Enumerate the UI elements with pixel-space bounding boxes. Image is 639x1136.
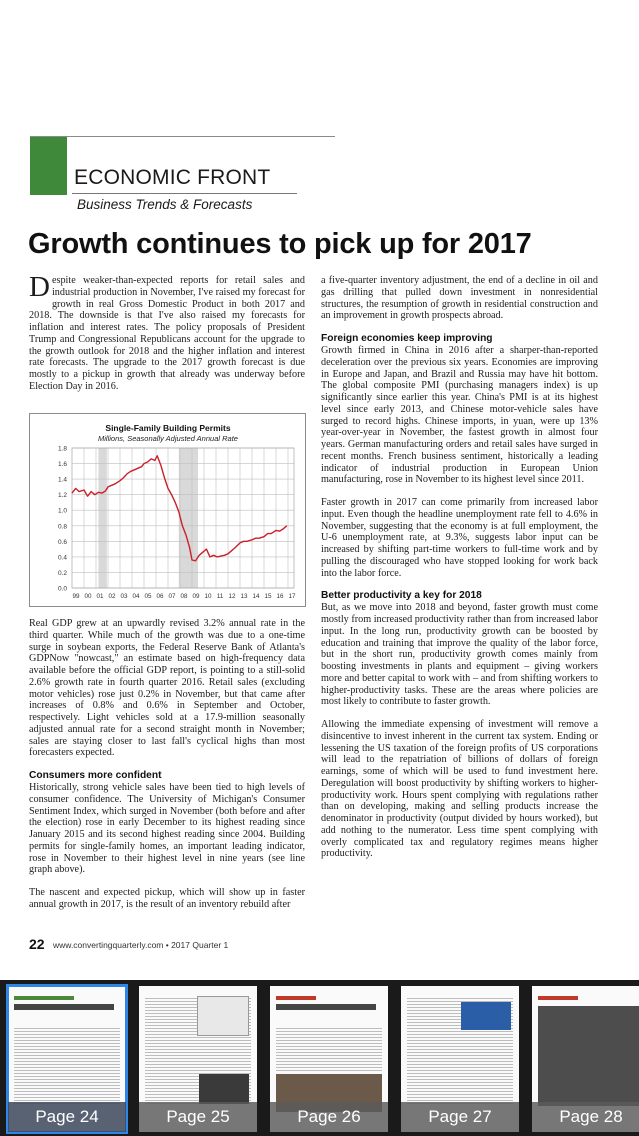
header-rule-top	[30, 136, 335, 137]
x-tick-label: 14	[252, 593, 260, 600]
thumb-logo	[461, 1002, 511, 1030]
section-subtitle: Business Trends & Forecasts	[77, 197, 253, 212]
data-point	[255, 538, 256, 539]
recession-band	[179, 448, 198, 588]
y-tick-label: 1.6	[57, 461, 67, 469]
x-tick-label: 99	[72, 593, 80, 600]
labor-paragraph: Faster growth in 2017 can come primarily from increased labor input. Even though the headline unemployment rate fell to 4.6% in November, suggesting that the economy is at full employment, the U-6 unemployment rate, at 9.3%, suggests labor input can be increased by shifting part-time workers to full-time work and by pulling the discouraged who have stopped looking for work back into the labor force.	[321, 497, 598, 579]
y-tick-label: 1.8	[57, 445, 67, 453]
data-point	[87, 496, 88, 497]
thumbnail-label: Page 26	[270, 1102, 388, 1132]
thumb-chart	[197, 996, 249, 1036]
data-point	[240, 543, 241, 544]
header-rule	[72, 193, 297, 194]
x-tick-label: 07	[168, 593, 176, 600]
data-point	[111, 485, 112, 486]
data-point	[105, 490, 106, 491]
x-tick-label: 16	[276, 593, 284, 600]
data-point	[228, 553, 229, 554]
data-point	[134, 469, 135, 470]
data-point	[221, 556, 222, 557]
drop-cap: D	[29, 271, 50, 303]
thumb-section-bar	[276, 996, 316, 1000]
building-permits-chart	[29, 413, 306, 607]
thumbnail-label: Page 28	[532, 1102, 639, 1132]
data-point	[131, 471, 132, 472]
page-thumbnail-26[interactable]	[270, 986, 388, 1132]
data-point	[279, 531, 280, 532]
thumb-headline	[276, 1004, 376, 1010]
data-point	[213, 555, 214, 556]
x-tick-label: 03	[120, 593, 128, 600]
consumers-paragraph: Historically, strong vehicle sales have been tied to high levels of consumer confidence. The University of Michigan's Consumer Sentiment Index, which surged in November (both before and after the election) rose in early December to its highest reading since January 2015 and its second highest reading since 2004. Building permits for single-family homes, an important leading indicator, rose in November to their highest level in nine years (see line graph above).	[29, 782, 305, 876]
data-point	[199, 555, 200, 556]
data-point	[155, 460, 156, 461]
y-tick-label: 1.4	[57, 476, 67, 484]
page-thumbnail-27[interactable]	[401, 986, 519, 1132]
data-point	[157, 455, 158, 456]
x-tick-label: 09	[192, 593, 200, 600]
x-tick-label: 12	[228, 593, 236, 600]
thumb-photo	[199, 1074, 249, 1104]
page-thumbnail-25[interactable]	[139, 986, 257, 1132]
x-tick-label: 13	[240, 593, 248, 600]
data-point	[75, 488, 76, 489]
section-color-block	[30, 137, 67, 195]
intro-paragraph	[29, 271, 305, 393]
data-point	[138, 468, 139, 469]
data-point	[171, 494, 172, 495]
thumbnail-label: Page 27	[401, 1102, 519, 1132]
data-point	[283, 529, 284, 530]
x-tick-label: 06	[156, 593, 164, 600]
recession-band	[98, 448, 106, 588]
x-tick-label: 15	[264, 593, 272, 600]
x-tick-label: 17	[288, 593, 296, 600]
data-point	[252, 539, 253, 540]
x-tick-label: 01	[96, 593, 104, 600]
y-axis-ticks	[58, 446, 67, 593]
data-point	[264, 536, 265, 537]
y-tick-label: 0.8	[57, 523, 67, 531]
consumers-heading: Consumers more confident	[29, 770, 162, 781]
thumb-photo	[538, 1006, 639, 1106]
data-point	[161, 465, 162, 466]
data-point	[102, 493, 103, 494]
data-point	[179, 511, 180, 512]
foreign-paragraph: Growth firmed in China in 2016 after a sharper-than-reported deceleration over the previous six years. Economies are improving in Europe and Japan, and Brazil and Russia may have hit bottom. The global composite PMI (purchasing managers index) is up significantly since earlier this year. China's PMI is at its highest level since early 2013, and Chinese motor-vehicle sales have surged to record highs. Chinese imports, in yuan, were up 13% year-over-year in November, the fastest growth in almost four years. German manufacturing orders and retail sales have surged in recent months. French business sentiment, historically a leading indicator of industrial production in European Union manufacturing, rose in November to its highest level since 2011.	[321, 345, 598, 486]
data-point	[168, 488, 169, 489]
thumb-text-lines	[276, 1026, 382, 1072]
data-point	[144, 463, 145, 464]
x-tick-label: 00	[84, 593, 92, 600]
x-tick-label: 02	[108, 593, 116, 600]
data-point	[231, 550, 232, 551]
data-point	[91, 491, 92, 492]
data-point	[186, 535, 187, 536]
thumb-section-bar	[14, 996, 74, 1000]
y-tick-label: 0.4	[57, 554, 67, 562]
chart-title: Single-Family Building Permits	[105, 423, 231, 433]
recession-bands	[98, 448, 198, 588]
data-point	[276, 530, 277, 531]
data-point	[195, 560, 196, 561]
data-point	[224, 555, 225, 556]
article-column-left-top	[29, 271, 305, 404]
data-point	[287, 525, 288, 526]
article-headline: Growth continues to pick up for 2017	[28, 228, 532, 260]
data-point	[141, 466, 142, 467]
article-column-left-bottom	[29, 618, 305, 922]
data-point	[182, 525, 183, 526]
data-point	[243, 541, 244, 542]
data-point	[115, 483, 116, 484]
article-column-right	[321, 275, 598, 871]
intro-text: espite weaker-than-expected reports for retail sales and industrial production in November, I've raised my forecast for growth in real Gross Domestic Product in both 2017 and 2018. The downside is that I've also raised my forecasts for inflation and interest rates. The policy proposals of President Trump and Congressional Republicans account for the upgrade to the growth outlook for 2018 and the higher inflation and interest rate forecasts. The upgrade to the 2017 growth forecast is due mostly to a pickup in growth that already was underway before Election Day in 2016.	[29, 275, 305, 392]
data-point	[95, 494, 96, 495]
productivity-paragraph: But, as we move into 2018 and beyond, faster growth must come mostly from increased productivity rather than from increased labor input. In the long run, productivity growth can be boosted by education and training that improve the quality of the labor force, but in the short run, productivity growth comes mainly from boosting investments in plants and equipment – giving workers more and better capital to work with – and from shifting workers to higher-productivity tasks. These are the areas where policies are most likely to contribute to faster growth.	[321, 602, 598, 708]
data-point	[206, 549, 207, 550]
thumbnail-label: Page 24	[8, 1102, 126, 1132]
expensing-paragraph: Allowing the immediate expensing of investment will remove a disincentive to invest inherent in the current tax system. Ending or lessening the US taxation of the foreign profits of US corporations will lead to the repatriation of billions of dollars of foreign earnings, some of which will be used to fund investment here. Deregulation will boost productivity by shifting workers to higher-productivity work. Hours spent complying with regulations rather than on developing, making and selling products increase the denominator in productivity (output divided by hours worked), but add nothing to the numerator. Less time spent complying with overly complicated tax and regulatory regimes means higher productivity.	[321, 719, 598, 860]
y-tick-label: 0.6	[57, 538, 67, 546]
data-point	[217, 557, 218, 558]
productivity-heading: Better productivity a key for 2018	[321, 590, 482, 602]
thumb-section-bar	[538, 996, 578, 1000]
data-point	[164, 477, 165, 478]
page-thumbnail-24[interactable]	[8, 986, 126, 1132]
data-point	[189, 547, 190, 548]
thumb-text-lines	[14, 1026, 120, 1106]
gdp-paragraph: Real GDP grew at an upwardly revised 3.2% annual rate in the third quarter. While much of the growth was due to a one-time surge in soybean exports, the Federal Reserve Bank of Atlanta's GDPNow "nowcast," an estimate based on high-frequency data available before the official GDP report, is pointing to a still-solid 2.6% growth rate in fourth quarter 2016. Retail sales (excluding motor vehicles) rose just 0.2% in November, but that came after increases of 0.8% and 0.6% in September and October, respectively. Light vehicles sold at a 17.9-million seasonally adjusted annual rate for a second straight month in November; sales are staying closer to last fall's cyclical highs than most forecasters expected.	[29, 618, 305, 759]
pickup-paragraph: The nascent and expected pickup, which will show up in faster annual growth in 2017, is the result of an inventory rebuild after	[29, 887, 305, 910]
data-point	[175, 502, 176, 503]
data-point	[192, 560, 193, 561]
data-point	[120, 480, 121, 481]
footer-text: www.convertingquarterly.com • 2017 Quarter 1	[53, 940, 229, 950]
y-tick-label: 1.2	[57, 492, 67, 500]
y-tick-label: 1.0	[57, 507, 67, 515]
data-point	[72, 493, 73, 494]
chart-subtitle: Millions, Seasonally Adjusted Annual Rate	[98, 434, 238, 443]
data-point	[267, 533, 268, 534]
foreign-heading: Foreign economies keep improving	[321, 333, 493, 344]
x-tick-label: 04	[132, 593, 140, 600]
y-tick-label: 0.2	[57, 569, 67, 577]
x-tick-label: 11	[216, 593, 224, 600]
data-point	[108, 487, 109, 488]
page-thumbnail-strip[interactable]	[0, 980, 639, 1136]
data-point	[127, 473, 128, 474]
x-axis-ticks	[72, 593, 296, 600]
continued-paragraph: a five-quarter inventory adjustment, the end of a decline in oil and gas drilling that pulled down investment in nonresidential structures, the resumption of growth in residential construction and an improvement in growth prospects abroad.	[321, 275, 598, 322]
data-point	[259, 538, 260, 539]
data-point	[247, 541, 248, 542]
thumbnail-label: Page 25	[139, 1102, 257, 1132]
chart-canvas	[30, 414, 307, 608]
data-point	[203, 552, 204, 553]
x-tick-label: 08	[180, 593, 188, 600]
data-point	[123, 477, 124, 478]
data-point	[151, 459, 152, 460]
data-point	[147, 462, 148, 463]
data-point	[210, 557, 211, 558]
section-title: ECONOMIC FRONT	[74, 166, 271, 189]
data-point	[79, 491, 80, 492]
data-point	[98, 492, 99, 493]
data-point	[271, 533, 272, 534]
x-tick-label: 10	[204, 593, 212, 600]
x-tick-label: 05	[144, 593, 152, 600]
page-thumbnail-28[interactable]	[532, 986, 639, 1132]
thumb-headline	[14, 1004, 114, 1010]
data-point	[84, 490, 85, 491]
page-number: 22	[29, 936, 45, 952]
y-tick-label: 0.0	[57, 585, 67, 593]
data-point	[235, 547, 236, 548]
